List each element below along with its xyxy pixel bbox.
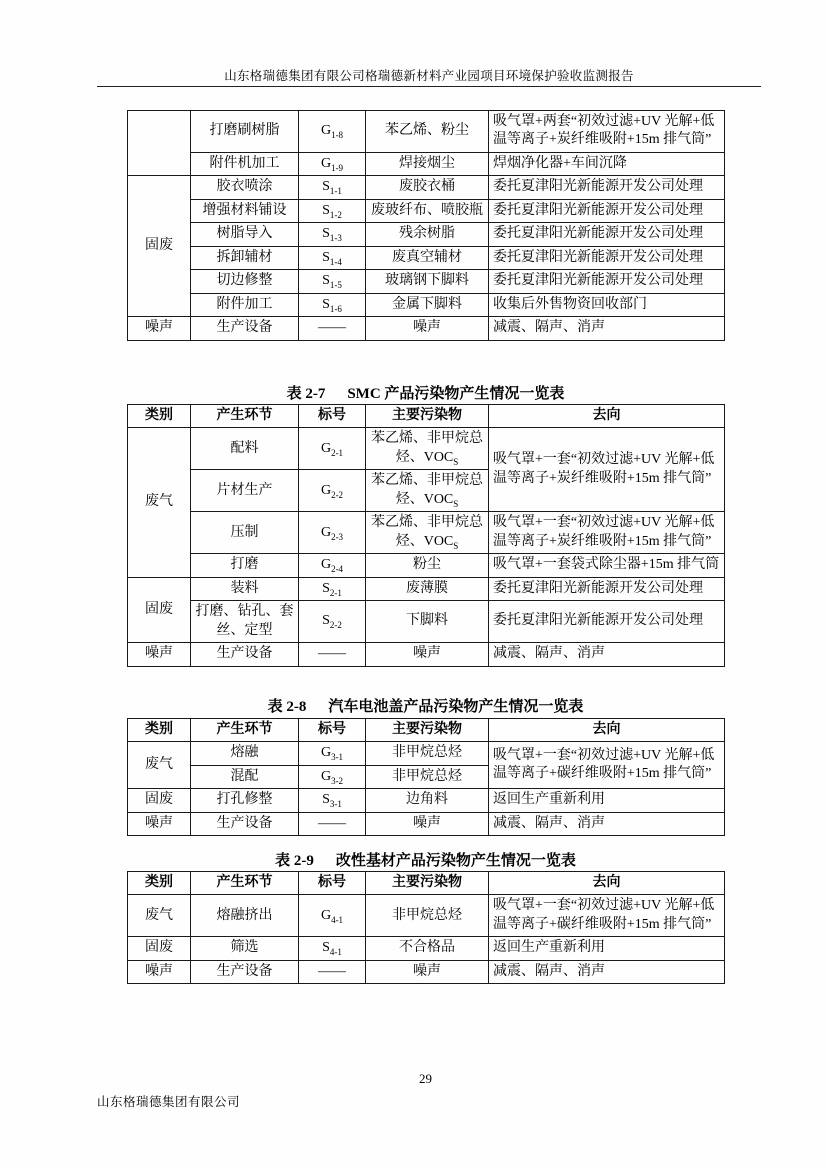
table-cell: 苯乙烯、非甲烷总烃、$VOC_S$ xyxy=(366,512,489,554)
table-cell: 废玻纤布、喷胶瓶 xyxy=(366,199,489,222)
table-cell: 返回生产重新利用 xyxy=(489,789,725,812)
table-cell: 噪声 xyxy=(128,812,191,835)
table-row xyxy=(128,872,725,895)
table-2-8-caption: 汽车电池盖产品污染物产生情况一览表 xyxy=(328,699,584,715)
table-cell: 拆卸辅材 xyxy=(191,246,299,269)
table-cell: 苯乙烯、非甲烷总烃、$VOC_S$ xyxy=(366,428,489,470)
table-cell: 减震、隔声、消声 xyxy=(489,643,725,666)
table-cell: 打孔修整 xyxy=(191,789,299,812)
table-cell: 固废 xyxy=(128,176,191,317)
table-cell: 减震、隔声、消声 xyxy=(489,317,725,340)
header-cell: 类别 xyxy=(128,872,191,895)
table-row xyxy=(128,293,725,316)
table-cell: 返回生产重新利用 xyxy=(489,937,725,960)
table-2-9-number: 表 2-9 xyxy=(275,853,314,869)
table-cell: 委托夏津阳光新能源开发公司处理 xyxy=(489,199,725,222)
table-cell: $G_{2-1}$ xyxy=(299,428,366,470)
table-cell: 委托夏津阳光新能源开发公司处理 xyxy=(489,176,725,199)
table-cell: 边角料 xyxy=(366,789,489,812)
table-cell: 吸气罩+一套“初效过滤+UV 光解+低温等离子+碳纤维吸附+15m 排气筒” xyxy=(489,895,725,937)
table-2-9-title xyxy=(127,849,724,870)
table-cell: 废胶衣桶 xyxy=(366,176,489,199)
table-cell: 配料 xyxy=(191,428,299,470)
table-cell: 非甲烷总烃 xyxy=(366,742,489,765)
table-cell: 噪声 xyxy=(366,960,489,983)
table-cell: 非甲烷总烃 xyxy=(366,765,489,788)
table-cell: $S_{2-2}$ xyxy=(299,601,366,643)
table-2-9-caption: 改性基材产品污染物产生情况一览表 xyxy=(335,853,576,869)
header-cell: 类别 xyxy=(128,405,191,428)
table-cell: 粉尘 xyxy=(366,554,489,577)
table-cell: 委托夏津阳光新能源开发公司处理 xyxy=(489,577,725,600)
table-cell: $G_{1-9}$ xyxy=(299,152,366,175)
table-cell: $S_{3-1}$ xyxy=(299,789,366,812)
header-cell: 去向 xyxy=(489,872,725,895)
table-cell: 固废 xyxy=(128,789,191,812)
table-cell: 噪声 xyxy=(128,960,191,983)
table-row xyxy=(128,152,725,175)
document-header-title: 山东格瑞德集团有限公司格瑞德新材料产业园项目环境保护验收监测报告 xyxy=(224,69,634,83)
table-cell: 附件机加工 xyxy=(191,152,299,175)
table-cell: $S_{1-6}$ xyxy=(299,293,366,316)
table-cell: 固废 xyxy=(128,937,191,960)
table-cell: $G_{2-4}$ xyxy=(299,554,366,577)
page-number: 29 xyxy=(419,1071,432,1086)
table-cell: 委托夏津阳光新能源开发公司处理 xyxy=(489,246,725,269)
table-cell: $G_{3-1}$ xyxy=(299,742,366,765)
table-cell: 废气 xyxy=(128,428,191,577)
table-cell: 片材生产 xyxy=(191,470,299,512)
table-cell: —— xyxy=(299,960,366,983)
table-cell: 苯乙烯、非甲烷总烃、$VOC_S$ xyxy=(366,470,489,512)
header-cell: 标号 xyxy=(299,405,366,428)
table-row xyxy=(128,719,725,742)
table-2-8-title xyxy=(127,695,724,716)
table-cell: 装料 xyxy=(191,577,299,600)
footer-company-name: 山东格瑞德集团有限公司 xyxy=(97,1095,241,1109)
header-cell: 主要污染物 xyxy=(366,872,489,895)
header-cell: 主要污染物 xyxy=(366,405,489,428)
battery-cover-pollution-table xyxy=(127,718,725,836)
table-row xyxy=(128,317,725,340)
pollution-table-continuation xyxy=(127,110,725,341)
table-cell: 减震、隔声、消声 xyxy=(489,960,725,983)
table-2-7-number: 表 2-7 xyxy=(286,386,326,402)
table-cell: 打磨刷树脂 xyxy=(191,111,299,153)
table-cell: 吸气罩+一套“初效过滤+UV 光解+低温等离子+炭纤维吸附+15m 排气筒” xyxy=(489,428,725,512)
table-2-8-number: 表 2-8 xyxy=(267,699,307,715)
table-cell: 委托夏津阳光新能源开发公司处理 xyxy=(489,223,725,246)
header-cell: 去向 xyxy=(489,405,725,428)
header-cell: 主要污染物 xyxy=(366,719,489,742)
table-cell: —— xyxy=(299,643,366,666)
table-cell: 噪声 xyxy=(366,812,489,835)
table-cell: —— xyxy=(299,812,366,835)
table-cell: 熔融 xyxy=(191,742,299,765)
header-cell: 产生环节 xyxy=(191,719,299,742)
table-cell: 增强材料铺设 xyxy=(191,199,299,222)
table-cell: 吸气罩+一套“初效过滤+UV 光解+低温等离子+炭纤维吸附+15m 排气筒” xyxy=(489,512,725,554)
table-row xyxy=(128,199,725,222)
table-cell: 下脚料 xyxy=(366,601,489,643)
table-cell: $G_{3-2}$ xyxy=(299,765,366,788)
table-cell: 噪声 xyxy=(366,643,489,666)
table-cell: 生产设备 xyxy=(191,960,299,983)
table-cell: 固废 xyxy=(128,577,191,642)
table-cell: $G_{4-1}$ xyxy=(299,895,366,937)
table-cell: 残余树脂 xyxy=(366,223,489,246)
table-cell: $S_{1-4}$ xyxy=(299,246,366,269)
table-cell: 焊接烟尘 xyxy=(366,152,489,175)
table-cell: 金属下脚料 xyxy=(366,293,489,316)
table-cell: 苯乙烯、粉尘 xyxy=(366,111,489,153)
table-row xyxy=(128,789,725,812)
table-cell: 噪声 xyxy=(128,643,191,666)
table-cell: 非甲烷总烃 xyxy=(366,895,489,937)
table-cell: 减震、隔声、消声 xyxy=(489,812,725,835)
table-row xyxy=(128,270,725,293)
table-2-7-caption: SMC 产品污染物产生情况一览表 xyxy=(347,386,565,402)
table-cell: 不合格品 xyxy=(366,937,489,960)
table-cell: 树脂导入 xyxy=(191,223,299,246)
table-row xyxy=(128,246,725,269)
table-row xyxy=(128,812,725,835)
header-divider xyxy=(97,86,761,87)
table-row xyxy=(128,742,725,765)
table-row xyxy=(128,554,725,577)
table-cell: 打磨、钻孔、套丝、定型 xyxy=(191,601,299,643)
modified-substrate-pollution-table xyxy=(127,871,725,984)
table-cell: $S_{1-1}$ xyxy=(299,176,366,199)
table-row xyxy=(128,111,725,153)
table-cell: 噪声 xyxy=(366,317,489,340)
table-row xyxy=(128,895,725,937)
table-cell: 废真空辅材 xyxy=(366,246,489,269)
table-cell xyxy=(128,111,191,176)
table-row xyxy=(128,601,725,643)
table-cell: 收集后外售物资回收部门 xyxy=(489,293,725,316)
table-cell: 生产设备 xyxy=(191,317,299,340)
header-cell: 产生环节 xyxy=(191,872,299,895)
table-cell: 吸气罩+两套“初效过滤+UV 光解+低温等离子+炭纤维吸附+15m 排气筒” xyxy=(489,111,725,153)
table-cell: $S_{1-5}$ xyxy=(299,270,366,293)
table-row xyxy=(128,937,725,960)
header-cell: 类别 xyxy=(128,719,191,742)
table-row xyxy=(128,223,725,246)
table-cell: 胶衣喷涂 xyxy=(191,176,299,199)
table-cell: 焊烟净化器+车间沉降 xyxy=(489,152,725,175)
smc-pollution-table xyxy=(127,404,725,667)
table-cell: 废气 xyxy=(128,742,191,789)
table-cell: 废薄膜 xyxy=(366,577,489,600)
table-row xyxy=(128,643,725,666)
table-row xyxy=(128,176,725,199)
table-row xyxy=(128,428,725,470)
table-cell: —— xyxy=(299,317,366,340)
table-cell: 压制 xyxy=(191,512,299,554)
table-row xyxy=(128,405,725,428)
table-cell: 打磨 xyxy=(191,554,299,577)
header-cell: 标号 xyxy=(299,872,366,895)
header-cell: 标号 xyxy=(299,719,366,742)
table-cell: 吸气罩+一套“初效过滤+UV 光解+低温等离子+碳纤维吸附+15m 排气筒” xyxy=(489,742,725,789)
header-cell: 产生环节 xyxy=(191,405,299,428)
table-cell: 筛选 xyxy=(191,937,299,960)
table-row xyxy=(128,512,725,554)
table-cell: $G_{2-2}$ xyxy=(299,470,366,512)
table-cell: $G_{1-8}$ xyxy=(299,111,366,153)
table-cell: 混配 xyxy=(191,765,299,788)
table-cell: $S_{1-2}$ xyxy=(299,199,366,222)
table-cell: 噪声 xyxy=(128,317,191,340)
table-cell: 委托夏津阳光新能源开发公司处理 xyxy=(489,270,725,293)
table-cell: $S_{1-3}$ xyxy=(299,223,366,246)
table-cell: 切边修整 xyxy=(191,270,299,293)
header-cell: 去向 xyxy=(489,719,725,742)
table-cell: 附件加工 xyxy=(191,293,299,316)
table-row xyxy=(128,960,725,983)
table-cell: 委托夏津阳光新能源开发公司处理 xyxy=(489,601,725,643)
table-2-7-title xyxy=(127,382,724,403)
table-cell: $G_{2-3}$ xyxy=(299,512,366,554)
table-cell: $S_{4-1}$ xyxy=(299,937,366,960)
table-cell: 生产设备 xyxy=(191,643,299,666)
table-cell: 生产设备 xyxy=(191,812,299,835)
table-row xyxy=(128,577,725,600)
table-cell: 吸气罩+一套袋式除尘器+15m 排气筒 xyxy=(489,554,725,577)
table-cell: 玻璃钢下脚料 xyxy=(366,270,489,293)
table-cell: $S_{2-1}$ xyxy=(299,577,366,600)
table-cell: 废气 xyxy=(128,895,191,937)
table-cell: 熔融挤出 xyxy=(191,895,299,937)
